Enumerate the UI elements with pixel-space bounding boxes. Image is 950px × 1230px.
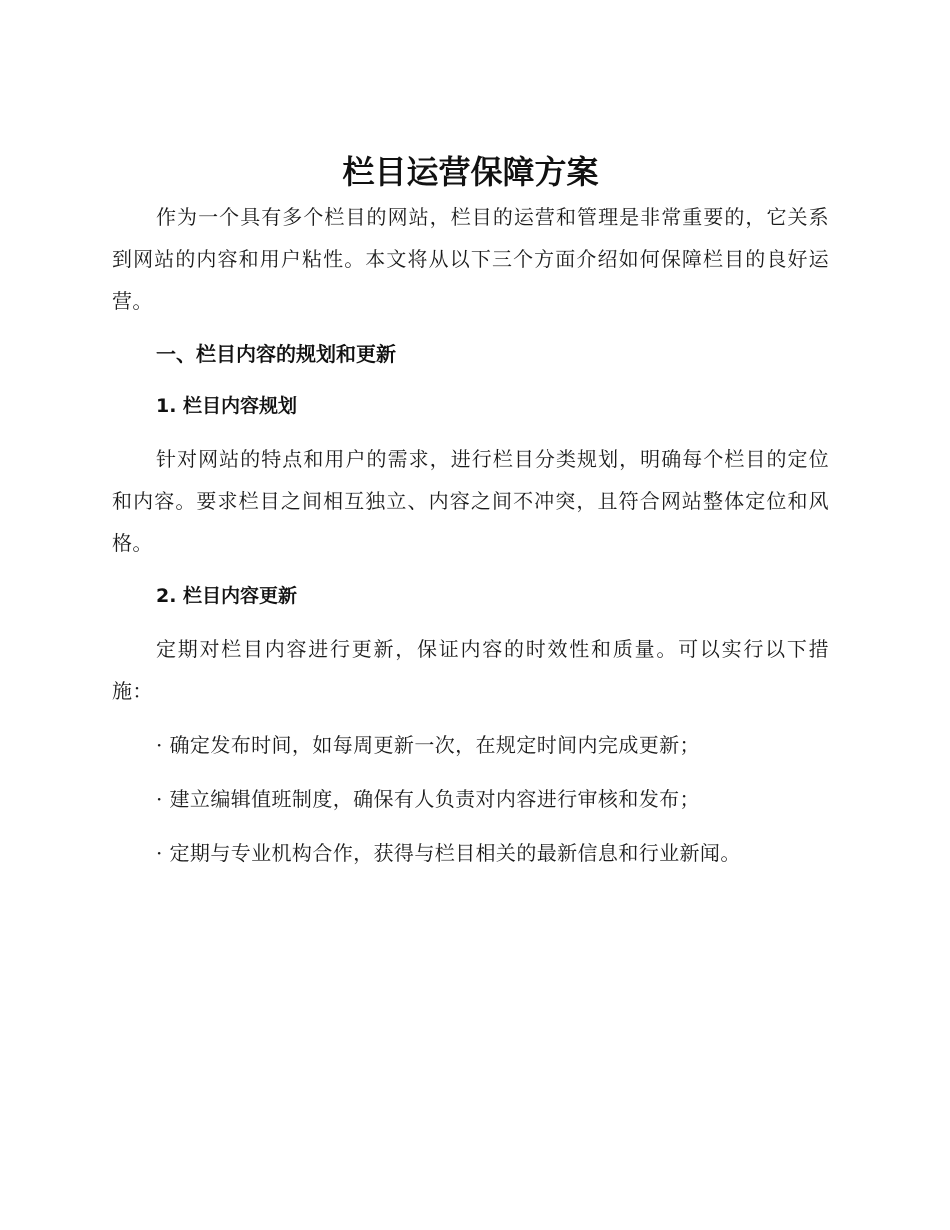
section-heading: 一、栏目内容的规划和更新 [156, 342, 396, 366]
subsection-heading-updating: 2. 栏目内容更新 [156, 585, 298, 607]
document-title: 栏目运营保障方案 [342, 153, 599, 191]
planning-paragraph: 针对网站的特点和用户的需求，进行栏目分类规划，明确每个栏目的定位和内容。要求栏目之间相互独立、内容之间不冲突，且符合网站整体定位和风格。 [112, 447, 829, 555]
list-item: · 建立编辑值班制度，确保有人负责对内容进行审核和发布； [156, 787, 700, 811]
updating-paragraph: 定期对栏目内容进行更新，保证内容的时效性和质量。可以实行以下措施： [112, 637, 829, 703]
intro-paragraph: 作为一个具有多个栏目的网站，栏目的运营和管理是非常重要的，它关系到网站的内容和用户粘性。本文将从以下三个方面介绍如何保障栏目的良好运营。 [112, 205, 829, 313]
list-item: · 定期与专业机构合作，获得与栏目相关的最新信息和行业新闻。 [156, 841, 741, 865]
document-page [112, 148, 829, 874]
list-item: · 确定发布时间，如每周更新一次，在规定时间内完成更新； [156, 733, 700, 757]
subsection-heading-planning: 1. 栏目内容规划 [156, 395, 298, 417]
